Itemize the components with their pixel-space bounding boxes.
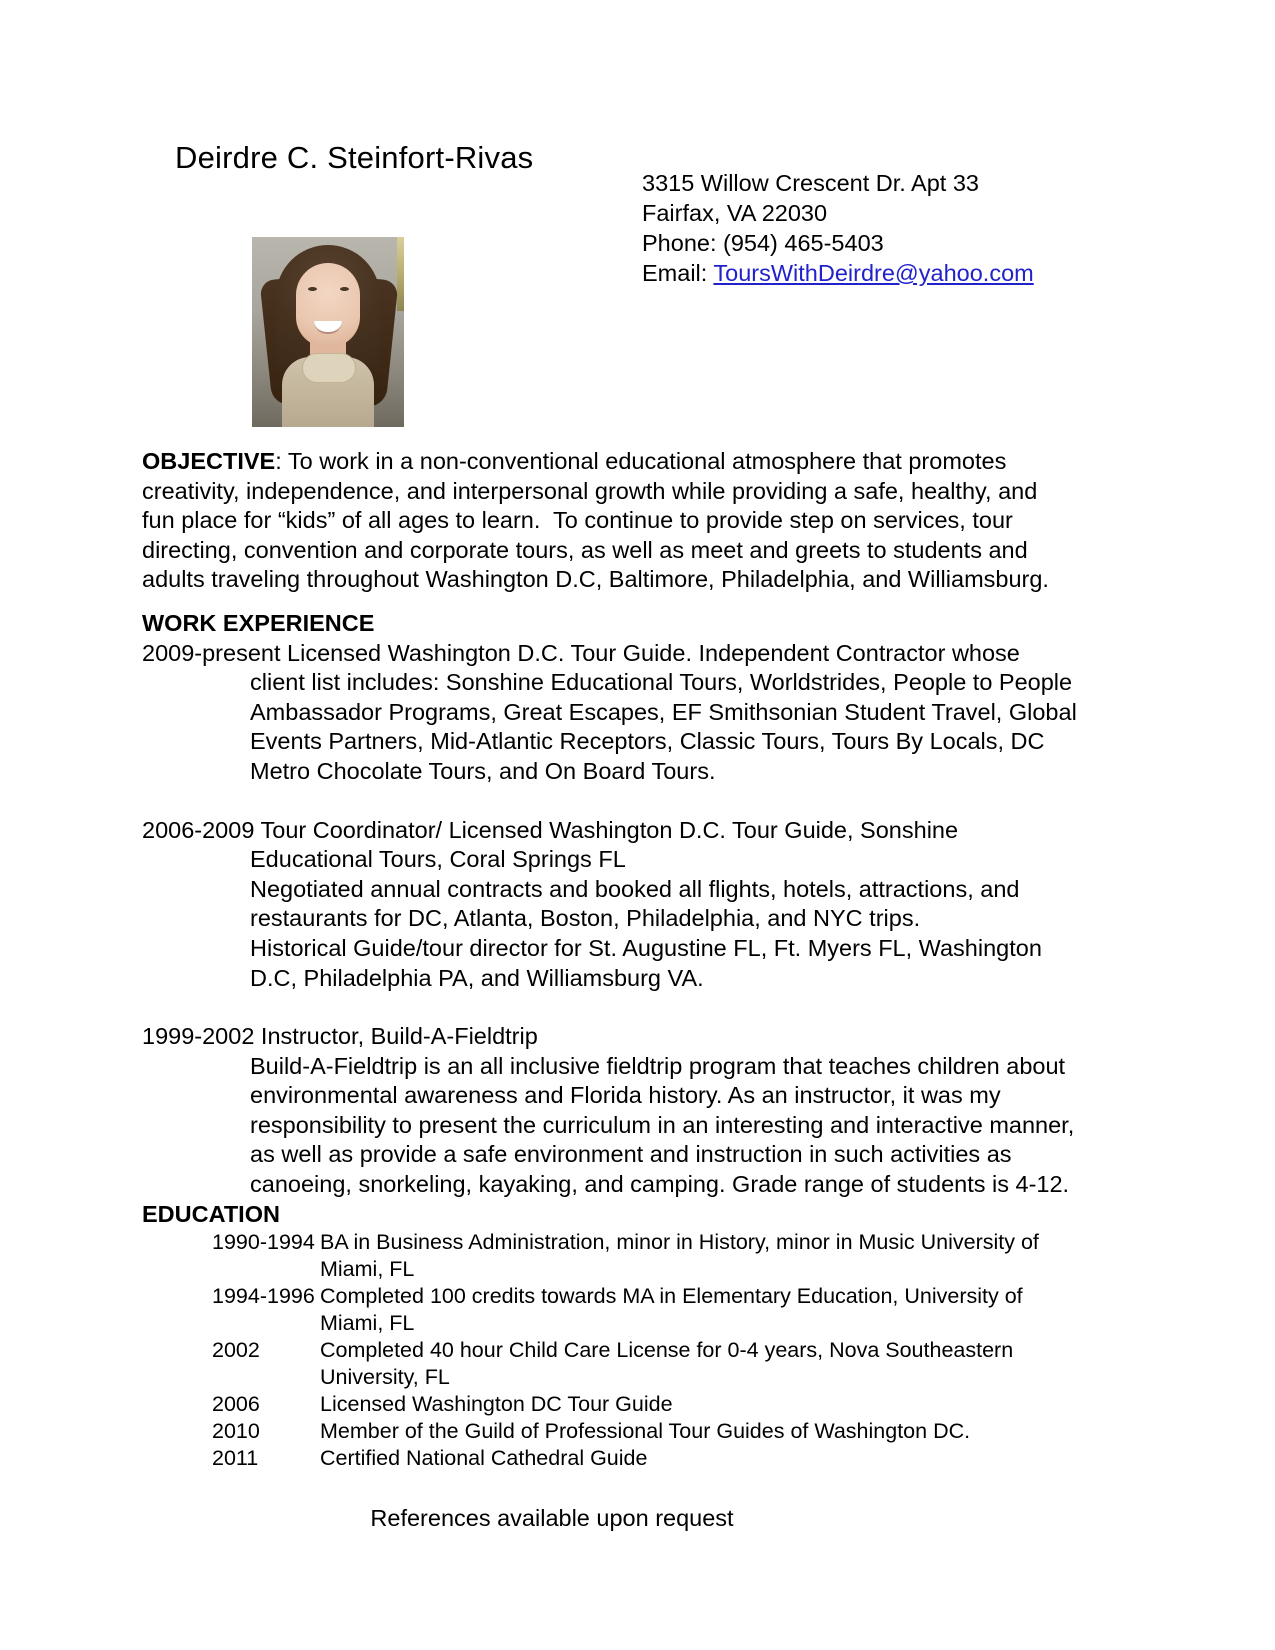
education-description: Licensed Washington DC Tour Guide	[320, 1392, 673, 1417]
work-entry-2-body3: Historical Guide/tour director for St. Augustine FL, Ft. Myers FL, Washington D.C, Philadelphia PA, and Williamsburg VA.	[250, 934, 1042, 991]
email-label: Email:	[642, 260, 714, 286]
education-description: Completed 100 credits towards MA in Elementary Education, University of Miami, FL	[320, 1284, 1023, 1336]
table-row	[142, 1337, 1077, 1391]
objective-text: To work in a non-conventional educational atmosphere that promotes creativity, independence, and interpersonal growth while providing a safe, healthy, and fun place for “kids” of all ages to learn. To continue to provide step on services, tour directing, convention and corporate tours, as well as meet and greets to students and adults traveling throughout Washington D.C, Baltimore, Philadelphia, and Williamsburg.	[142, 448, 1051, 593]
objective-separator: :	[275, 448, 288, 474]
education-description: Member of the Guild of Professional Tour Guides of Washington DC.	[320, 1419, 971, 1444]
education-year: 1994-1996	[212, 1284, 315, 1309]
phone-line: Phone: (954) 465-5403	[642, 230, 884, 256]
email-line	[642, 258, 1034, 288]
work-entry-2-body2: Negotiated annual contracts and booked all flights, hotels, attractions, and restaurants for DC, Atlanta, Boston, Philadelphia, and NYC trips.	[250, 875, 1020, 932]
work-entry-1-line	[142, 639, 1082, 669]
references-note: References available upon request	[370, 1505, 734, 1532]
work-experience-heading: WORK EXPERIENCE	[142, 609, 375, 636]
spacer	[142, 595, 1082, 609]
work-entry-2	[142, 816, 1082, 994]
education-description: BA in Business Administration, minor in History, minor in Music University of Miami, FL	[320, 1230, 1039, 1282]
photo-face	[296, 263, 360, 347]
table-row	[142, 1445, 1077, 1472]
work-entry-3-years: 1999-2002	[142, 1023, 255, 1050]
work-entry-1-body: client list includes: Sonshine Educational Tours, Worldstrides, People to People Ambassador Programs, Great Escapes, EF Smithsonian Student Travel, Global Events Partners, Mid-Atlantic Receptors, Classic Tours, Tours By Locals, DC Metro Chocolate Tours, and On Board Tours.	[250, 669, 1077, 784]
spacer	[142, 787, 1082, 816]
education-table-body	[142, 1229, 1077, 1472]
address-line-2: Fairfax, VA 22030	[642, 200, 828, 226]
education-description: Certified National Cathedral Guide	[320, 1446, 648, 1471]
photo-eye-left	[308, 287, 317, 291]
work-entry-3-title: Instructor, Build-A-Fieldtrip	[254, 1023, 538, 1050]
education-year: 2011	[212, 1446, 259, 1471]
work-entry-1-years: 2009-present	[142, 639, 281, 666]
work-entry-2-line	[142, 816, 1082, 846]
work-entry-3-body: Build-A-Fieldtrip is an all inclusive fieldtrip program that teaches children about environmental awareness and Florida history. As an instructor, it was my responsibility to present the curriculum in an interesting and interactive manner, as well as provide a safe environment and instruction in such activities as canoeing, snorkeling, kayaking, and camping. Grade range of students is 4-12.	[250, 1052, 1075, 1198]
table-row	[142, 1391, 1077, 1418]
work-entry-1-title: Licensed Washington D.C. Tour Guide. Independent Contractor whose	[280, 639, 1020, 666]
education-year: 2006	[212, 1392, 260, 1417]
education-table	[142, 1229, 1077, 1472]
email-link[interactable]: ToursWithDeirdre@yahoo.com	[713, 260, 1034, 286]
work-entry-1	[142, 639, 1082, 787]
resume-body	[142, 447, 1082, 1534]
photo-collar	[302, 353, 356, 383]
work-entry-2-title: Tour Coordinator/ Licensed Washington D.C. Tour Guide, Sonshine	[254, 816, 959, 843]
objective-heading: OBJECTIVE	[142, 448, 276, 474]
work-entry-2-years: 2006-2009	[142, 816, 255, 843]
page-title: Deirdre C. Steinfort-Rivas	[175, 140, 534, 175]
address-line-1: 3315 Willow Crescent Dr. Apt 33	[642, 170, 979, 196]
avatar	[252, 237, 404, 427]
photo-edge-artifact	[397, 237, 404, 311]
education-description: Completed 40 hour Child Care License for 0-4 years, Nova Southeastern University, FL	[320, 1338, 1014, 1390]
contact-block	[642, 168, 1034, 288]
education-year: 2002	[212, 1338, 260, 1363]
spacer	[142, 993, 1082, 1022]
table-row	[142, 1229, 1077, 1283]
education-year: 1990-1994	[212, 1230, 315, 1255]
objective-paragraph	[142, 447, 1082, 595]
education-heading: EDUCATION	[142, 1200, 280, 1227]
work-entry-3-line	[142, 1022, 1082, 1052]
photo-eye-right	[340, 287, 349, 291]
work-entry-2-body: Educational Tours, Coral Springs FL	[250, 846, 626, 873]
table-row	[142, 1418, 1077, 1445]
education-year: 2010	[212, 1419, 260, 1444]
work-entry-3	[142, 1022, 1082, 1200]
table-row	[142, 1283, 1077, 1337]
